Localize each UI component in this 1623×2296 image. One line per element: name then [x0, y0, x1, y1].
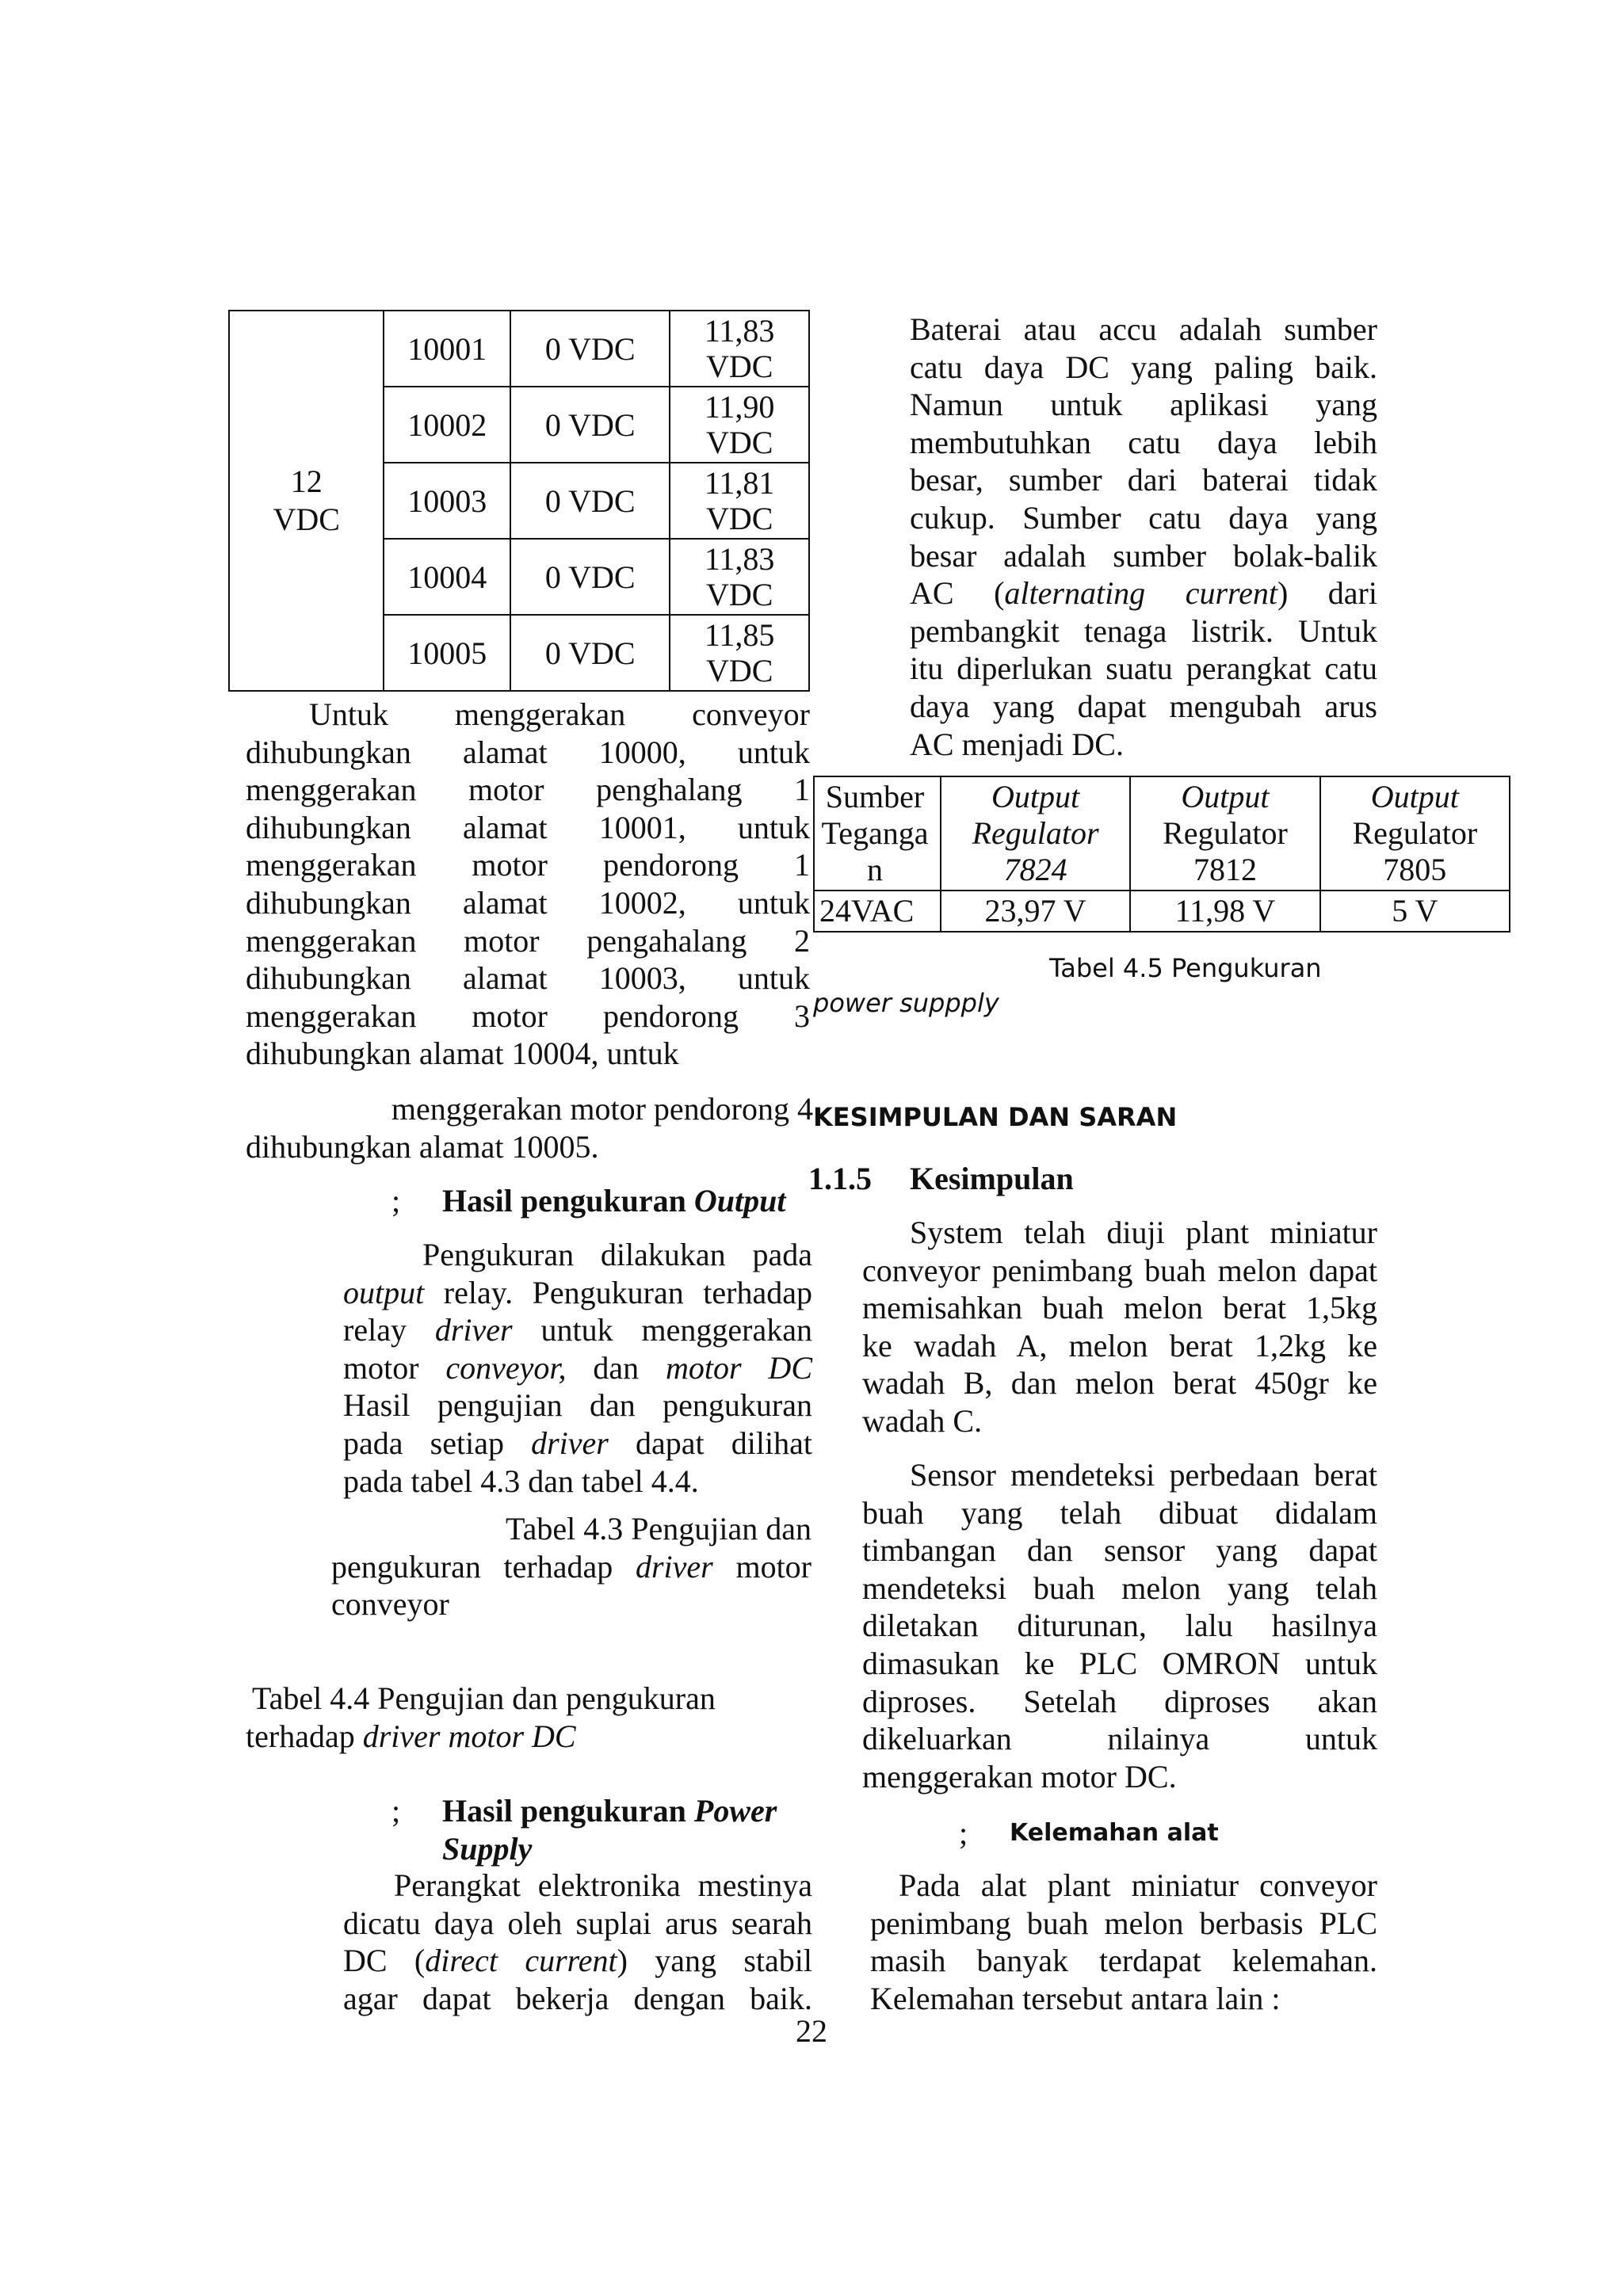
- voltage-on-value: 11,90 VDC: [704, 389, 775, 460]
- text-line: membutuhkan catu daya lebih: [910, 424, 1377, 460]
- text-line: memisahkan buah melon berat 1,5kg: [862, 1290, 1377, 1326]
- weakness-heading: Kelemahan alat: [1010, 1819, 1219, 1847]
- address-cell: 10004: [384, 539, 510, 615]
- text-line: motor conveyor, dan motor DC: [343, 1349, 812, 1386]
- voltage-off-cell: 0 VDC: [510, 539, 670, 615]
- text-line: System telah diuji plant miniatur: [910, 1215, 1377, 1250]
- power-supply-paragraph: [343, 1867, 812, 2017]
- text-line: pengukuran terhadap driver motor: [331, 1548, 812, 1585]
- bullet-marker: ;: [391, 1183, 401, 1219]
- text-line: dicatu daya oleh suplai arus searah: [343, 1905, 812, 1941]
- text-line: output relay. Pengukuran terhadap: [343, 1274, 812, 1310]
- supply-cell: [229, 311, 384, 691]
- voltage-on-cell: [670, 387, 809, 463]
- conveyor-address-paragraph: [246, 696, 810, 1073]
- text-line: dihubungkan alamat 10001, untuk: [246, 809, 810, 845]
- text-line: catu daya DC yang paling baik.: [910, 349, 1377, 385]
- text-line: masih banyak terdapat kelemahan.: [870, 1943, 1377, 1979]
- text-line: diletakan diturunan, lalu hasilnya: [862, 1608, 1377, 1644]
- sensor-paragraph: [862, 1456, 1377, 1795]
- text-line: besar, sumber dari baterai tidak: [910, 462, 1377, 498]
- text-line: buah yang telah dibuat didalam: [862, 1494, 1377, 1531]
- address-cell: 10003: [384, 463, 510, 539]
- page-number: 22: [796, 2013, 827, 2049]
- text-line: Baterai atau accu adalah sumber: [910, 311, 1377, 347]
- conclusion-paragraph: [862, 1214, 1377, 1440]
- text-line: Hasil pengujian dan pengukuran: [343, 1387, 812, 1424]
- text-line: wadah B, dan melon berat 450gr ke: [862, 1365, 1377, 1402]
- text-line: daya yang dapat mengubah arus: [910, 688, 1377, 724]
- text-line: Kelemahan tersebut antara lain :: [870, 1980, 1281, 2016]
- voltage-off-cell: 0 VDC: [510, 463, 670, 539]
- text-line: menggerakan motor pengahalang 2: [246, 922, 810, 959]
- regulator-7824-header: Output Regulator 7824: [941, 776, 1130, 891]
- text-line: dikeluarkan nilainya untuk: [862, 1721, 1377, 1757]
- section-heading: KESIMPULAN DAN SARAN: [813, 1102, 1178, 1132]
- text-line: Tabel 4.3 Pengujian dan: [506, 1511, 812, 1547]
- subsection-number: 1.1.5: [808, 1161, 872, 1196]
- address-cell: 10001: [384, 311, 510, 387]
- text-line: Tabel 4.4 Pengujian dan pengukuran: [252, 1680, 716, 1716]
- voltage-on-cell: [670, 463, 809, 539]
- voltage-off-cell: 0 VDC: [510, 387, 670, 463]
- text-line: cukup. Sumber catu daya yang: [910, 499, 1377, 536]
- heading-power-supply-measurement: Hasil pengukuran Power Supply: [442, 1793, 777, 1867]
- weakness-paragraph: [870, 1867, 1377, 2017]
- text-line: agar dapat bekerja dengan baik.: [343, 1980, 812, 2016]
- text-line: Perangkat elektronika mestinya: [394, 1867, 812, 1903]
- voltage-on-value: 11,85 VDC: [704, 617, 775, 688]
- text-line: menggerakan motor pendorong 1: [246, 847, 810, 883]
- regulator-7805-header: Output Regulator 7805: [1320, 776, 1510, 891]
- text-line: relay driver untuk menggerakan: [343, 1312, 812, 1348]
- address-cell: 10002: [384, 387, 510, 463]
- text-line: wadah C.: [862, 1402, 983, 1439]
- source-value-cell: 24VAC: [814, 891, 941, 932]
- text-line: besar adalah sumber bolak-balik: [910, 537, 1377, 574]
- caption-table-4-3: [331, 1510, 812, 1623]
- heading-text: Hasil pengukuran: [442, 1183, 694, 1219]
- text-line: diproses. Setelah diproses akan: [862, 1683, 1377, 1719]
- text-line: AC menjadi DC.: [910, 726, 1124, 762]
- regulator-7812-value: 11,98 V: [1130, 891, 1319, 932]
- voltage-on-cell: [670, 311, 809, 387]
- supply-label: 12 VDC: [273, 463, 340, 537]
- voltage-on-cell: [670, 615, 809, 691]
- text-line: DC (direct current) yang stabil: [343, 1943, 812, 1979]
- text-line: timbangan dan sensor yang dapat: [862, 1532, 1377, 1569]
- text-line: conveyor: [331, 1586, 449, 1623]
- voltage-off-cell: 0 VDC: [510, 311, 670, 387]
- text-line: dihubungkan alamat 10002, untuk: [246, 884, 810, 921]
- subsection-title: Kesimpulan: [910, 1161, 1074, 1196]
- text-line: Sensor mendeteksi perbedaan berat: [910, 1457, 1377, 1493]
- text-line: dihubungkan alamat 10000, untuk: [246, 734, 810, 770]
- regulator-7812-header: Output Regulator 7812: [1130, 776, 1319, 891]
- regulator-7805-value: 5 V: [1320, 891, 1510, 932]
- voltage-on-value: 11,81 VDC: [704, 465, 775, 536]
- text-line: ke wadah A, melon berat 1,2kg ke: [862, 1327, 1377, 1363]
- text-line: pada setiap driver dapat dilihat: [343, 1425, 812, 1461]
- text-line: itu diperlukan suatu perangkat catu: [910, 650, 1377, 687]
- output-measurement-paragraph: [343, 1236, 812, 1500]
- text-line: penimbang buah melon berbasis PLC: [870, 1905, 1377, 1941]
- battery-paragraph: [910, 311, 1377, 763]
- text-line: dihubungkan alamat 10005.: [246, 1129, 599, 1165]
- regulator-7824-value: 23,97 V: [941, 891, 1130, 932]
- voltage-on-value: 11,83 VDC: [704, 541, 775, 612]
- heading-italic: Output: [693, 1183, 786, 1219]
- voltage-on-value: 11,83 VDC: [704, 313, 775, 384]
- caption-table-4-5: Tabel 4.5 Pengukuran: [1049, 953, 1322, 983]
- text-line: menggerakan motor penghalang 1: [246, 772, 810, 808]
- text-line: Pada alat plant miniatur conveyor: [899, 1867, 1377, 1903]
- text-line: pembangkit tenaga listrik. Untuk: [910, 612, 1377, 649]
- text-line: Pengukuran dilakukan pada: [422, 1237, 812, 1272]
- text-line: conveyor penimbang buah melon dapat: [862, 1252, 1377, 1288]
- voltage-on-cell: [670, 539, 809, 615]
- caption-table-4-4: [246, 1680, 716, 1755]
- address-cell: 10005: [384, 615, 510, 691]
- source-header-cell: Sumber Teganga n: [814, 776, 941, 891]
- power-supply-table: [813, 776, 1510, 933]
- text-line: mendeteksi buah melon yang telah: [862, 1569, 1377, 1606]
- text-line: dihubungkan alamat 10003, untuk: [246, 960, 810, 997]
- bullet-marker: ;: [391, 1793, 401, 1829]
- text-line: menggerakan motor DC.: [862, 1758, 1177, 1794]
- text-line: pada tabel 4.3 dan tabel 4.4.: [343, 1463, 699, 1499]
- text-line: Namun untuk aplikasi yang: [910, 387, 1377, 423]
- caption-table-4-5-cont: power suppply: [813, 988, 999, 1018]
- relay-voltage-table: [228, 310, 810, 692]
- text-line: menggerakan motor pendorong 3: [246, 997, 810, 1034]
- bullet-marker: ;: [959, 1815, 968, 1851]
- text-line: dihubungkan alamat 10004, untuk: [246, 1035, 679, 1072]
- voltage-off-cell: 0 VDC: [510, 615, 670, 691]
- text-line: terhadap driver motor DC: [246, 1718, 576, 1754]
- text-line: dimasukan ke PLC OMRON untuk: [862, 1645, 1377, 1681]
- heading-output-measurement: [442, 1182, 786, 1220]
- text-line: AC (alternating current) dari: [910, 575, 1377, 612]
- text-line: menggerakan motor pendorong 4: [391, 1091, 813, 1127]
- text-line: Untuk menggerakan conveyor: [309, 696, 810, 732]
